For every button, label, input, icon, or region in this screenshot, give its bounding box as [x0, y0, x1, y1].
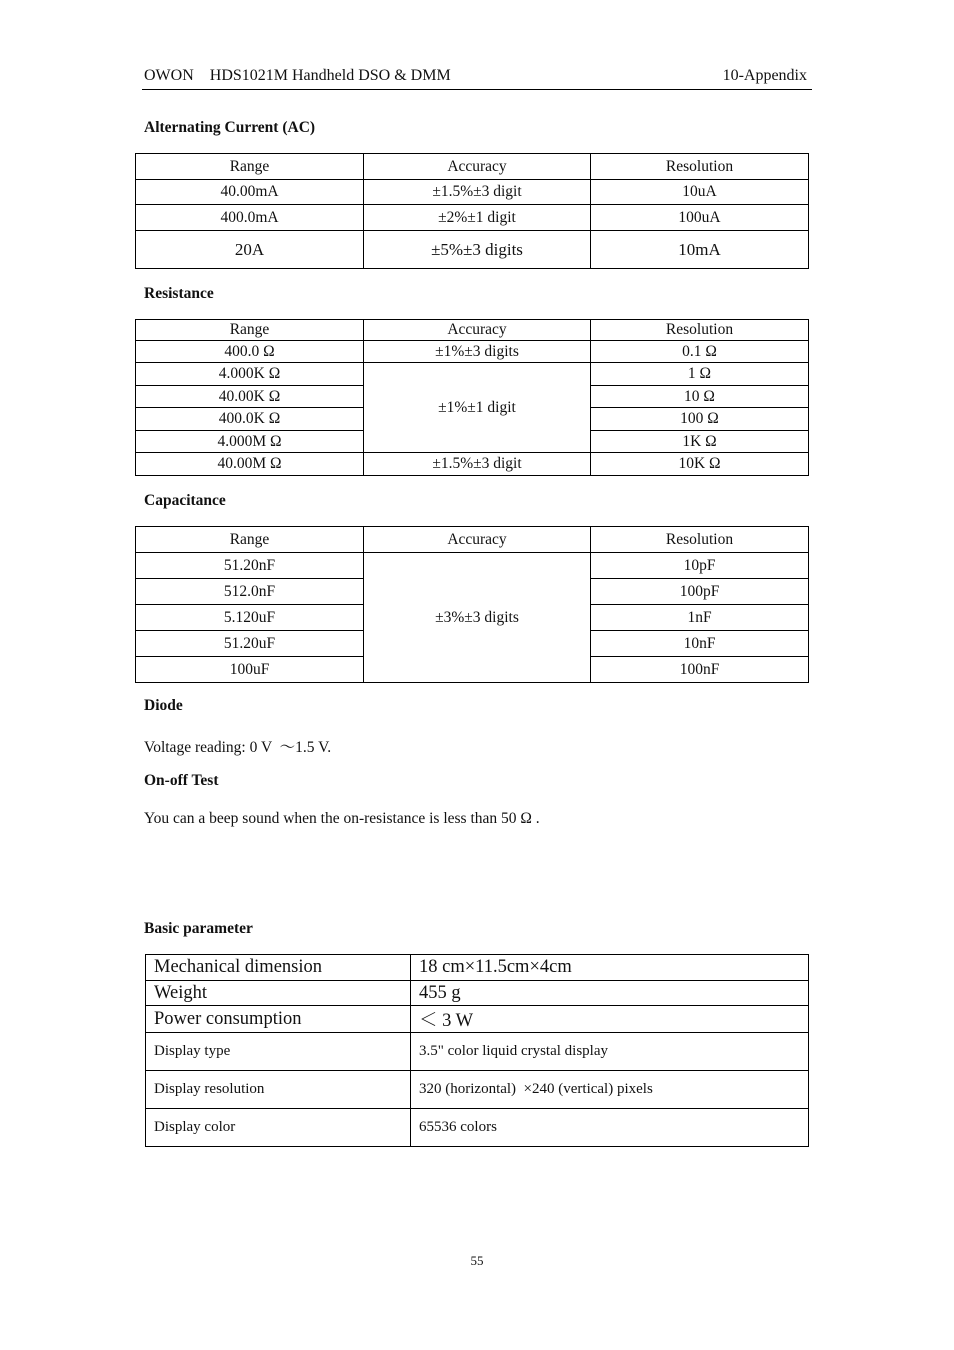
header-range: Range [136, 527, 364, 553]
table-row [136, 205, 809, 231]
table-header-row [136, 320, 809, 341]
resolution-cell: 100 Ω [591, 408, 809, 431]
resolution-cell: 1nF [591, 605, 809, 631]
resolution-cell: 10nF [591, 631, 809, 657]
resolution-cell: 1 Ω [591, 363, 809, 386]
resolution-cell: 10mA [591, 231, 809, 269]
table-row [136, 453, 809, 476]
resistance-table [135, 319, 809, 476]
range-cell: 40.00M Ω [136, 453, 364, 476]
accuracy-cell: ±5%±3 digits [364, 231, 591, 269]
parameter-name: Weight [146, 981, 411, 1006]
resolution-cell: 10uA [591, 180, 809, 205]
resolution-cell: 10 Ω [591, 386, 809, 408]
accuracy-cell: ±2%±1 digit [364, 205, 591, 231]
header-resolution: Resolution [591, 320, 809, 341]
range-cell: 400.0 Ω [136, 341, 364, 363]
table-row [136, 231, 809, 269]
parameter-value: 3.5" color liquid crystal display [411, 1033, 809, 1071]
header-range: Range [136, 320, 364, 341]
parameter-name: Power consumption [146, 1006, 411, 1033]
range-cell: 4.000M Ω [136, 431, 364, 453]
resolution-cell: 10pF [591, 553, 809, 579]
accuracy-cell: ±1%±1 digit [364, 363, 591, 453]
table-header-row [136, 154, 809, 180]
diode-heading: Diode [144, 697, 183, 714]
header-accuracy: Accuracy [364, 320, 591, 341]
capacitance-table [135, 526, 809, 683]
parameter-name: Display resolution [146, 1071, 411, 1109]
parameter-value: 18 cm×11.5cm×4cm [411, 955, 809, 981]
table-row [146, 981, 809, 1006]
parameter-name: Display type [146, 1033, 411, 1071]
table-row [136, 553, 809, 579]
table-row [146, 1033, 809, 1071]
parameter-value: ＜ 3 W [411, 1006, 809, 1033]
table-row [146, 955, 809, 981]
range-cell: 40.00K Ω [136, 386, 364, 408]
parameter-value: 65536 colors [411, 1109, 809, 1147]
table-row [146, 1071, 809, 1109]
ac-heading: Alternating Current (AC) [144, 119, 316, 136]
parameter-value: 455 g [411, 981, 809, 1006]
onoff-text: You can a beep sound when the on-resistance is less than 50 Ω . [144, 810, 540, 827]
range-cell: 40.00mA [136, 180, 364, 205]
range-cell: 51.20nF [136, 553, 364, 579]
table-row [136, 180, 809, 205]
table-row [146, 1109, 809, 1147]
header-accuracy: Accuracy [364, 527, 591, 553]
table-row [136, 363, 809, 386]
page-number: 55 [470, 1253, 484, 1268]
accuracy-cell: ±1.5%±3 digit [364, 453, 591, 476]
header-title: OWON HDS1021M Handheld DSO & DMM [144, 67, 451, 84]
parameter-name: Display color [146, 1109, 411, 1147]
accuracy-cell: ±1%±3 digits [364, 341, 591, 363]
parameter-value: 320 (horizontal) ×240 (vertical) pixels [411, 1071, 809, 1109]
range-cell: 400.0mA [136, 205, 364, 231]
resolution-cell: 100pF [591, 579, 809, 605]
range-cell: 400.0K Ω [136, 408, 364, 431]
table-row [146, 1006, 809, 1033]
basic-parameter-table [145, 954, 809, 1147]
header-range: Range [136, 154, 364, 180]
resolution-cell: 1K Ω [591, 431, 809, 453]
resolution-cell: 100nF [591, 657, 809, 683]
header-resolution: Resolution [591, 154, 809, 180]
table-header-row [136, 527, 809, 553]
table-row [136, 341, 809, 363]
resolution-cell: 100uA [591, 205, 809, 231]
diode-text: Voltage reading: 0 V ～1.5 V. [144, 739, 332, 756]
range-cell: 512.0nF [136, 579, 364, 605]
parameter-name: Mechanical dimension [146, 955, 411, 981]
accuracy-cell: ±1.5%±3 digit [364, 180, 591, 205]
range-cell: 4.000K Ω [136, 363, 364, 386]
range-cell: 5.120uF [136, 605, 364, 631]
header-section: 10-Appendix [722, 67, 807, 84]
header-divider [142, 89, 812, 90]
header-accuracy: Accuracy [364, 154, 591, 180]
resistance-heading: Resistance [144, 285, 214, 302]
basic-parameter-heading: Basic parameter [144, 920, 253, 937]
header-resolution: Resolution [591, 527, 809, 553]
onoff-heading: On-off Test [144, 772, 219, 789]
ac-table [135, 153, 809, 269]
resolution-cell: 0.1 Ω [591, 341, 809, 363]
range-cell: 100uF [136, 657, 364, 683]
resolution-cell: 10K Ω [591, 453, 809, 476]
accuracy-cell: ±3%±3 digits [364, 553, 591, 683]
range-cell: 20A [136, 231, 364, 269]
capacitance-heading: Capacitance [144, 492, 226, 509]
range-cell: 51.20uF [136, 631, 364, 657]
